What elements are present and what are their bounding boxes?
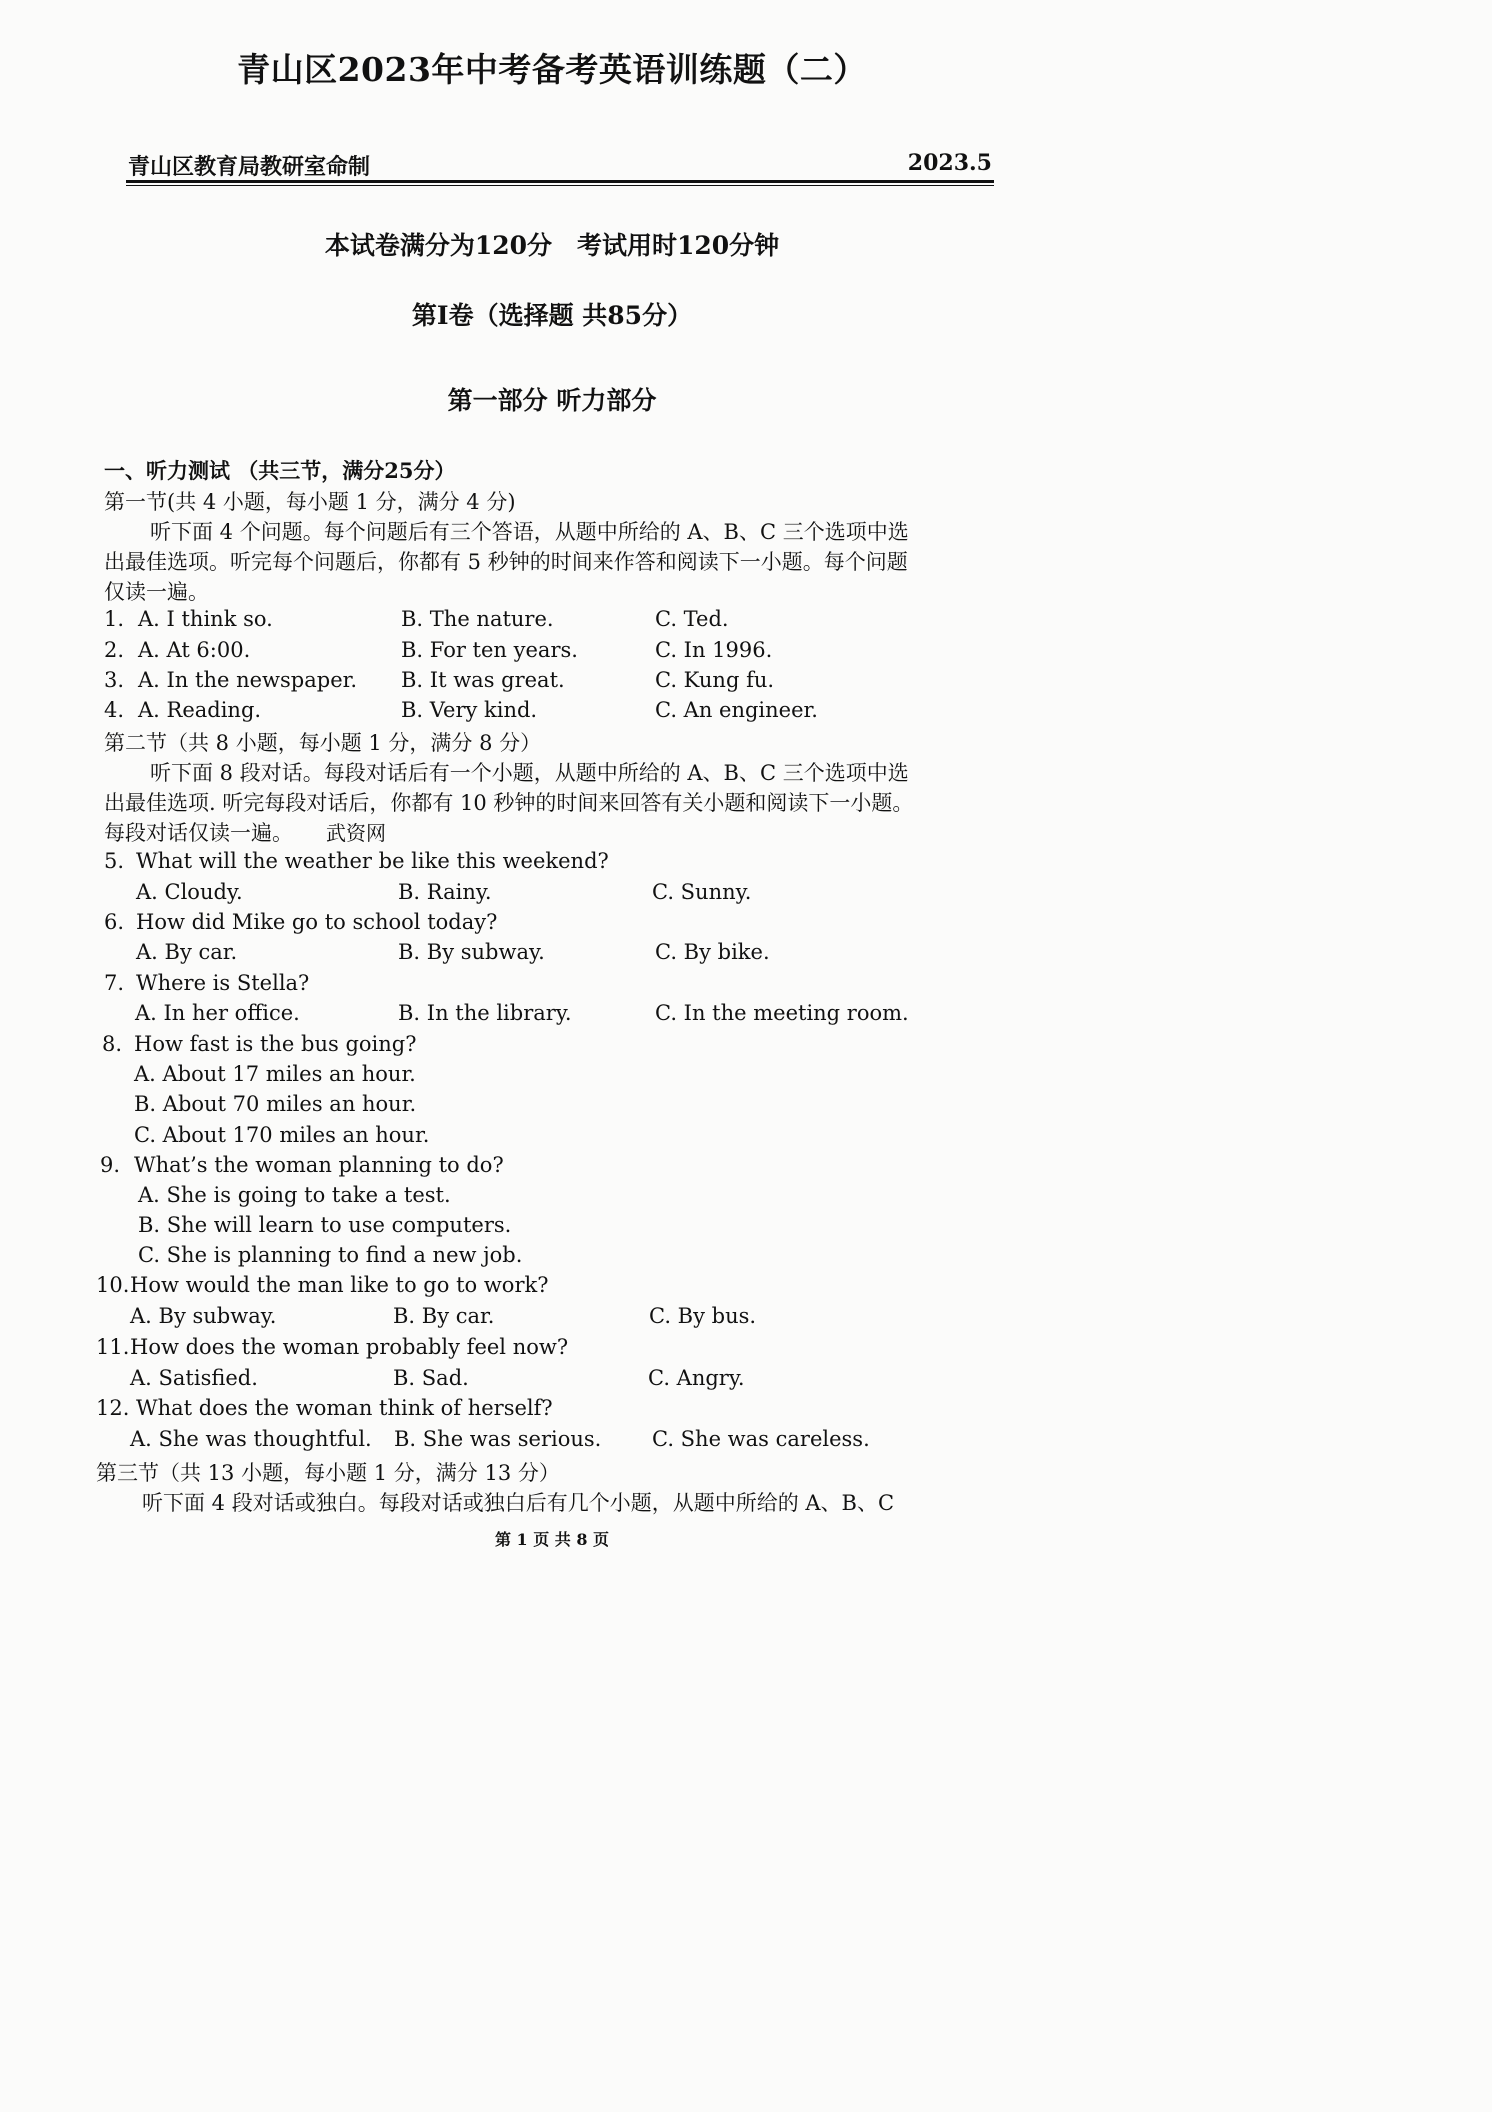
section-2-heading: 第二节（共 8 小题，每小题 1 分，满分 8 分） — [104, 731, 542, 755]
option-b: B. By subway. — [398, 940, 545, 964]
option-c: C. Sunny. — [652, 880, 752, 904]
exam-info: 本试卷满分为120分 考试用时120分钟 — [324, 231, 780, 260]
question-number: 3. — [104, 668, 125, 692]
question-number: 1. — [104, 607, 125, 631]
option-b: B. It was great. — [401, 668, 565, 692]
option-c: C. In the meeting room. — [655, 1001, 909, 1025]
option-c: C. About 170 miles an hour. — [134, 1123, 430, 1147]
option-b: B. The nature. — [401, 607, 554, 631]
header-rule — [126, 180, 994, 183]
volume-title: 第I卷（选择题 共85分） — [411, 301, 693, 330]
section-1-instruction-line: 听下面 4 个问题。每个问题后有三个答语，从题中所给的 A、B、C 三个选项中选 — [150, 520, 909, 544]
question-number: 10. — [96, 1273, 130, 1297]
option-b: B. Sad. — [393, 1366, 469, 1390]
option-a: A. Reading. — [138, 698, 262, 722]
section-3-heading: 第三节（共 13 小题，每小题 1 分，满分 13 分） — [96, 1461, 560, 1485]
question-number: 11. — [96, 1335, 130, 1359]
question-text: How fast is the bus going? — [134, 1032, 417, 1056]
section-1-instruction-line: 仅读一遍。 — [104, 580, 209, 604]
page-title: 青山区2023年中考备考英语训练题（二） — [237, 50, 867, 89]
question-number: 7. — [104, 971, 125, 995]
question-text: How would the man like to go to work? — [130, 1273, 549, 1297]
section-1-heading: 第一节(共 4 小题，每小题 1 分，满分 4 分) — [104, 490, 516, 514]
option-a: A. In her office. — [135, 1001, 300, 1025]
section-heading: 一、听力测试 （共三节，满分25分） — [104, 458, 456, 483]
question-number: 5. — [104, 849, 125, 873]
section-1-instruction-line: 出最佳选项。听完每个问题后，你都有 5 秒钟的时间来作答和阅读下一小题。每个问题 — [104, 550, 908, 574]
section-2-instruction-line: 听下面 8 段对话。每段对话后有一个小题，从题中所给的 A、B、C 三个选项中选 — [150, 761, 909, 785]
option-c: C. She was careless. — [652, 1427, 870, 1451]
page-footer: 第 1 页 共 8 页 — [494, 1530, 610, 1549]
option-a: A. By subway. — [130, 1304, 277, 1328]
option-b: B. Rainy. — [398, 880, 492, 904]
question-text: How does the woman probably feel now? — [130, 1335, 569, 1359]
option-c: C. Angry. — [648, 1366, 745, 1390]
option-b: B. For ten years. — [401, 638, 578, 662]
option-a: A. She is going to take a test. — [138, 1183, 451, 1207]
option-b: B. Very kind. — [401, 698, 538, 722]
option-a: A. She was thoughtful. — [130, 1427, 372, 1451]
question-number: 4. — [104, 698, 125, 722]
option-a: A. By car. — [136, 940, 238, 964]
section-3-instruction-line: 听下面 4 段对话或独白。每段对话或独白后有几个小题，从题中所给的 A、B、C — [142, 1491, 895, 1515]
section-2-instruction-line: 每段对话仅读一遍。 — [104, 821, 293, 845]
option-c: C. In 1996. — [655, 638, 773, 662]
option-a: A. About 17 miles an hour. — [134, 1062, 416, 1086]
option-a: A. In the newspaper. — [138, 668, 358, 692]
question-text: How did Mike go to school today? — [136, 910, 498, 934]
question-number: 6. — [104, 910, 125, 934]
option-c: C. Ted. — [655, 607, 729, 631]
section-2-instruction-line: 出最佳选项. 听完每段对话后，你都有 10 秒钟的时间来回答有关小题和阅读下一小题。 — [104, 791, 914, 815]
question-number: 12. — [96, 1396, 130, 1420]
option-a: A. I think so. — [138, 607, 273, 631]
option-c: C. An engineer. — [655, 698, 818, 722]
option-b: B. She will learn to use computers. — [138, 1213, 512, 1237]
question-number: 8. — [102, 1032, 123, 1056]
watermark-text: 武资网 — [326, 821, 386, 845]
option-b: B. About 70 miles an hour. — [134, 1092, 417, 1116]
option-a: A. At 6:00. — [138, 638, 251, 662]
option-c: C. By bike. — [655, 940, 770, 964]
publisher: 青山区教育局教研室命制 — [128, 154, 371, 180]
question-text: What will the weather be like this weekend? — [136, 849, 609, 873]
question-text: What does the woman think of herself? — [136, 1396, 553, 1420]
option-c: C. By bus. — [649, 1304, 757, 1328]
option-a: A. Satisfied. — [130, 1366, 258, 1390]
date: 2023.5 — [907, 150, 992, 176]
option-c: C. Kung fu. — [655, 668, 775, 692]
question-number: 2. — [104, 638, 125, 662]
question-text: What’s the woman planning to do? — [134, 1153, 504, 1177]
part-title: 第一部分 听力部分 — [447, 386, 657, 415]
question-number: 9. — [100, 1153, 121, 1177]
option-c: C. She is planning to find a new job. — [138, 1243, 523, 1267]
option-b: B. In the library. — [398, 1001, 572, 1025]
header-rule-thin — [126, 185, 994, 186]
option-b: B. She was serious. — [394, 1427, 602, 1451]
question-text: Where is Stella? — [136, 971, 310, 995]
option-a: A. Cloudy. — [136, 880, 243, 904]
option-b: B. By car. — [393, 1304, 495, 1328]
